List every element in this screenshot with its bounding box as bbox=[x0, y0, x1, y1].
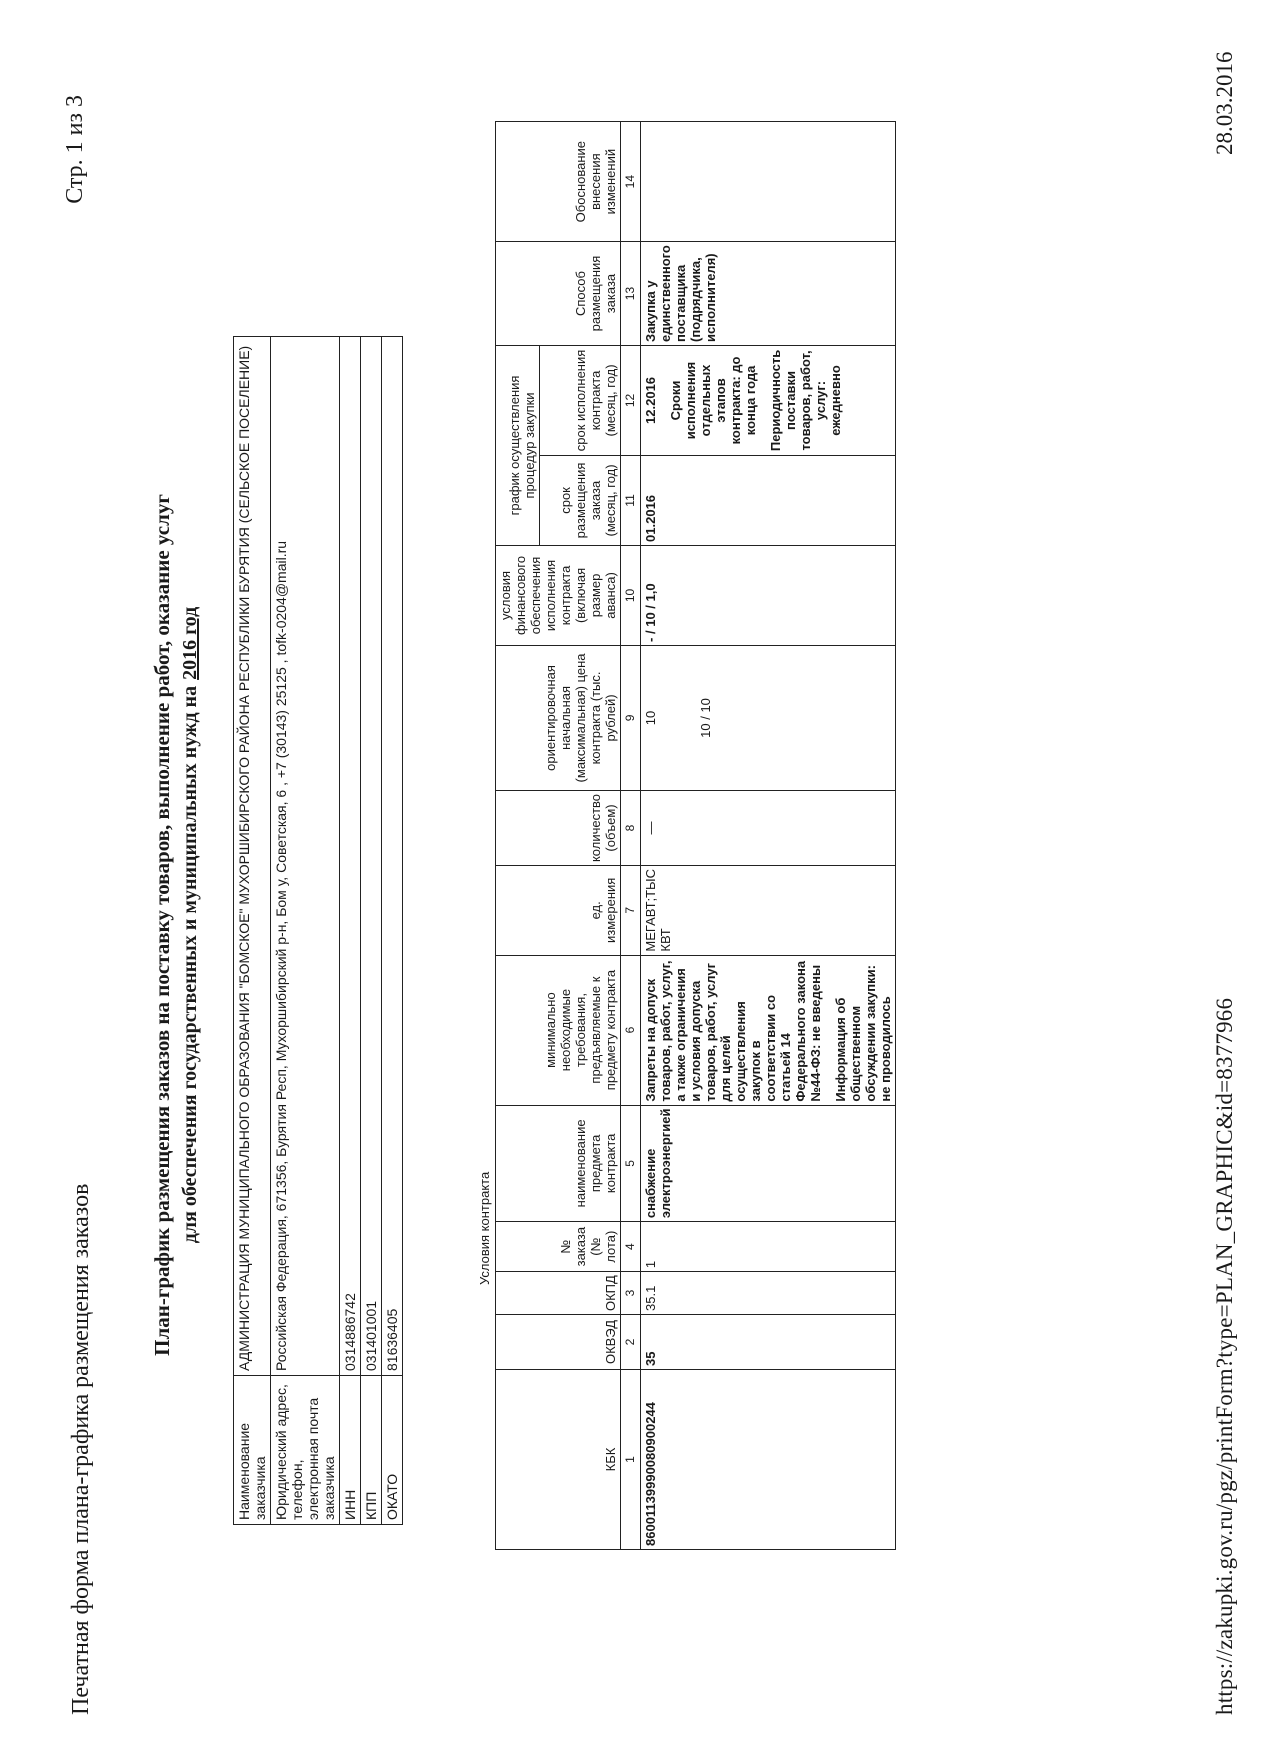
spacer bbox=[758, 349, 768, 452]
contract-conditions-label: Условия контракта bbox=[477, 1171, 492, 1285]
cell-placement-term: 01.2016 bbox=[641, 455, 896, 545]
spacer bbox=[658, 349, 668, 452]
info-value: Российская Федерация, 671356, Бурятия Респ, Мухоршибирский р-н, Бом у, Советская, 6 , +7 (30143) 25125 , tofk-0204@mail.ru bbox=[271, 337, 340, 1376]
info-value: 031401001 bbox=[361, 337, 382, 1376]
heading-line-1: План-график размещения заказов на поставку товаров, выполнение работ, оказание услуг bbox=[150, 494, 174, 1356]
col-number: 8 bbox=[621, 790, 641, 865]
heading-year: 2016 год bbox=[179, 606, 201, 680]
execution-stages-note: Сроки исполнения отдельных этапов контракта: до конца года bbox=[668, 356, 758, 445]
document-heading bbox=[148, 425, 204, 1425]
heading-line-2-text: для обеспечения государственных и муниципальных нужд на bbox=[179, 685, 201, 1244]
info-row-okato bbox=[382, 337, 403, 1525]
cell-quantity: — bbox=[641, 790, 896, 865]
price-split: 10 / 10 bbox=[698, 698, 713, 738]
requirements-restrictions: Запреты на допуск товаров, работ, услуг, а также ограничения и условия допуска товаров, работ, услуг для целей осуществления закупок в соответствии со статьей 14 Федерального закона №44-ФЗ: не введены bbox=[643, 960, 823, 1102]
cell-price bbox=[641, 645, 896, 790]
form-title: Печатная форма плана-графика размещения заказов bbox=[68, 1183, 94, 1715]
col-number: 2 bbox=[621, 1315, 641, 1370]
info-row-inn bbox=[340, 337, 361, 1525]
col-header-method: Способ размещения заказа bbox=[496, 242, 621, 346]
group-header-row bbox=[496, 122, 540, 1550]
info-key: Наименование заказчика bbox=[234, 1376, 271, 1525]
requirements-discussion: Информация об общественном обсуждении закупки: не проводилось bbox=[833, 965, 893, 1102]
heading-line-2 bbox=[176, 425, 204, 1425]
col-number: 1 bbox=[621, 1370, 641, 1550]
cell-execution-term bbox=[641, 345, 896, 455]
table-row bbox=[641, 122, 896, 1550]
col-header-placement-term: срок размещения заказа (месяц, год) bbox=[539, 455, 620, 545]
info-row-kpp bbox=[361, 337, 382, 1525]
info-row-name bbox=[234, 337, 271, 1525]
cell-subject: снабжение электроэнергией bbox=[641, 1105, 896, 1222]
col-number: 7 bbox=[621, 866, 641, 956]
col-number: 6 bbox=[621, 955, 641, 1105]
footer-date: 28.03.2016 bbox=[1212, 51, 1237, 155]
col-number: 4 bbox=[621, 1222, 641, 1272]
col-header-quantity: количество (объем) bbox=[496, 790, 621, 865]
col-number: 12 bbox=[621, 345, 641, 455]
price-total: 10 bbox=[643, 710, 658, 726]
info-value: АДМИНИСТРАЦИЯ МУНИЦИПАЛЬНОГО ОБРАЗОВАНИЯ "БОМСКОЕ" МУХОРШИБИРСКОГО РАЙОНА РЕСПУБЛИКИ БУРЯТИЯ (СЕЛЬСКОЕ ПОСЕЛЕНИЕ) bbox=[234, 337, 271, 1376]
info-key: КПП bbox=[361, 1376, 382, 1525]
cell-requirements bbox=[641, 955, 896, 1105]
col-number: 13 bbox=[621, 242, 641, 346]
col-header-okpd: ОКПД bbox=[496, 1272, 621, 1315]
col-header-justification: Обоснование внесения изменений bbox=[496, 122, 621, 242]
execution-date: 12.2016 bbox=[643, 376, 658, 424]
col-header-execution-term: срок исполнения контракта (месяц, год) bbox=[539, 345, 620, 455]
info-key: ОКАТО bbox=[382, 1376, 403, 1525]
cell-justification bbox=[641, 122, 896, 242]
col-number: 10 bbox=[621, 545, 641, 645]
cell-unit: МЕГАВТ;ТЫС КВТ bbox=[641, 866, 896, 956]
col-number: 3 bbox=[621, 1272, 641, 1315]
col-header-kbk: КБК bbox=[496, 1370, 621, 1550]
spacer bbox=[823, 959, 833, 1102]
info-key: Юридический адрес, телефон, электронная почта заказчика bbox=[271, 1376, 340, 1525]
cell-method: Закупка у единственного поставщика (подрядчика, исполнителя) bbox=[641, 242, 896, 346]
col-header-price: ориентировочная начальная (максимальная) цена контракта (тыс. рублей) bbox=[496, 645, 621, 790]
cell-okpd: 35.1 bbox=[641, 1272, 896, 1315]
col-header-financing: условия финансового обеспечения исполнения контракта (включая размер аванса) bbox=[496, 545, 621, 645]
col-header-unit: ед. измерения bbox=[496, 866, 621, 956]
info-key: ИНН bbox=[340, 1376, 361, 1525]
info-row-address bbox=[271, 337, 340, 1525]
col-header-subject: наименование предмета контракта bbox=[496, 1105, 621, 1222]
page-number: Стр. 1 из 3 bbox=[62, 95, 88, 204]
info-value: 81636405 bbox=[382, 337, 403, 1376]
col-number: 9 bbox=[621, 645, 641, 790]
col-number: 5 bbox=[621, 1105, 641, 1222]
column-number-row bbox=[621, 122, 641, 1550]
col-header-requirements: минимально необходимые требования, предъявляемые к предмету контракта bbox=[496, 955, 621, 1105]
col-number: 14 bbox=[621, 122, 641, 242]
col-header-lot: № заказа (№ лота) bbox=[496, 1222, 621, 1272]
col-header-okved: ОКВЭД bbox=[496, 1315, 621, 1370]
col-group-schedule: график осуществления процедур закупки bbox=[496, 345, 540, 545]
info-value: 0314886742 bbox=[340, 337, 361, 1376]
procurement-table bbox=[495, 121, 896, 1550]
col-number: 11 bbox=[621, 455, 641, 545]
execution-periodicity-note: Периодичность поставки товаров, работ, услуг: ежедневно bbox=[768, 349, 843, 452]
cell-kbk: 86001139990080900244 bbox=[641, 1370, 896, 1550]
cell-financing: - / 10 / 1,0 bbox=[641, 545, 896, 645]
cell-lot: 1 bbox=[641, 1222, 896, 1272]
customer-info-table bbox=[233, 336, 403, 1525]
cell-okved: 35 bbox=[641, 1315, 896, 1370]
footer-url: https://zakupki.gov.ru/pgz/printForm?type=PLAN_GRAPHIC&id=8377966 bbox=[1212, 997, 1237, 1715]
